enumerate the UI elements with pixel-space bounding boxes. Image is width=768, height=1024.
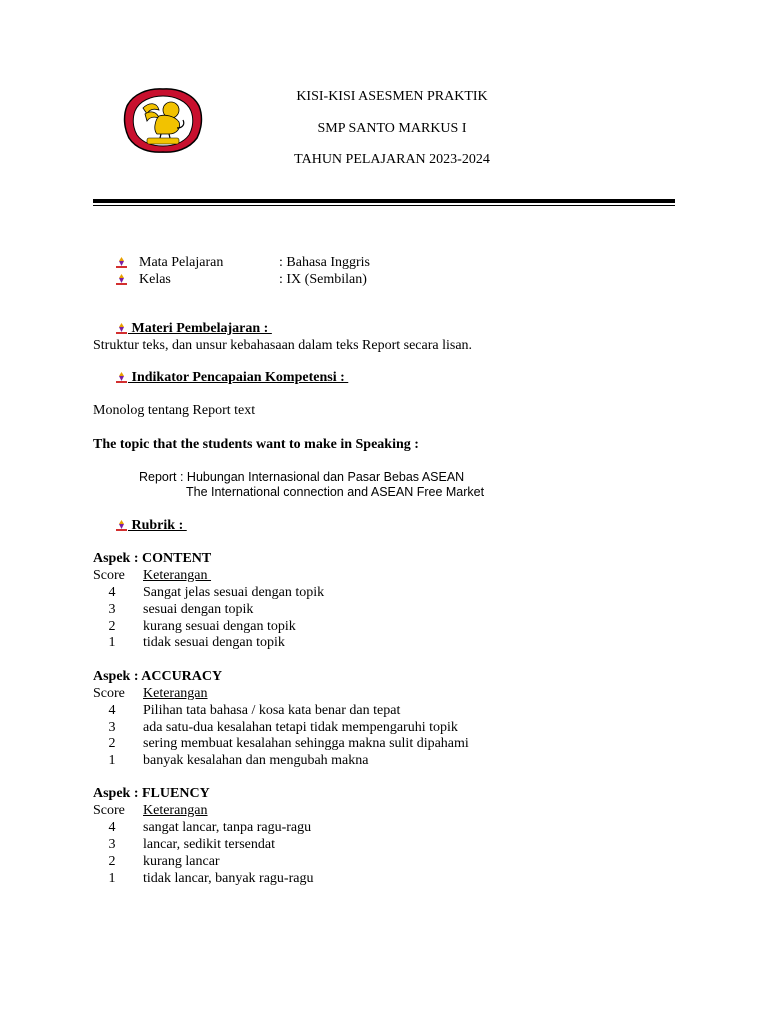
score-desc: kurang sesuai dengan topik (143, 619, 296, 634)
info-label: Mata Pelajaran (139, 255, 224, 270)
score-value: 3 (108, 720, 116, 735)
score-header: Score (93, 803, 125, 818)
score-value: 3 (108, 837, 116, 852)
score-value: 2 (108, 854, 116, 869)
materi-heading: Materi Pembelajaran : (128, 321, 272, 336)
title-line-1: KISI-KISI ASESMEN PRAKTIK (296, 89, 488, 104)
score-value: 3 (108, 602, 116, 617)
title-line-3: TAHUN PELAJARAN 2023-2024 (294, 152, 490, 167)
score-value: 1 (108, 635, 116, 650)
score-value: 1 (108, 871, 116, 886)
arrow-bullet-icon (116, 257, 127, 268)
report-line-2: The International connection and ASEAN Free Market (186, 485, 485, 499)
winged-lion-emblem-icon (123, 86, 203, 154)
score-value: 4 (108, 703, 116, 718)
info-value: : Bahasa Inggris (279, 255, 370, 270)
arrow-bullet-icon (116, 520, 127, 531)
score-desc: tidak sesuai dengan topik (143, 635, 285, 650)
score-header: Score (93, 568, 125, 583)
arrow-bullet-icon (116, 274, 127, 285)
topic-heading: The topic that the students want to make in Speaking : (93, 437, 419, 452)
score-desc: sesuai dengan topik (143, 602, 254, 617)
rubrik-heading: Rubrik : (128, 518, 187, 533)
desc-header: Keterangan (143, 803, 208, 818)
score-header: Score (93, 686, 125, 701)
score-value: 1 (108, 753, 116, 768)
info-label: Kelas (139, 272, 171, 287)
header-divider-thin (93, 205, 675, 206)
report-line-1: Report : Hubungan Internasional dan Pasar Bebas ASEAN (139, 470, 465, 484)
aspect-title: Aspek : FLUENCY (93, 786, 210, 801)
aspect-title: Aspek : ACCURACY (93, 669, 223, 684)
score-value: 2 (108, 736, 116, 751)
score-desc: kurang lancar (143, 854, 220, 869)
arrow-bullet-icon (116, 323, 127, 334)
score-desc: banyak kesalahan dan mengubah makna (143, 753, 369, 768)
indikator-heading: Indikator Pencapaian Kompetensi : (128, 370, 349, 385)
score-desc: ada satu-dua kesalahan tetapi tidak mempengaruhi topik (143, 720, 458, 735)
desc-header: Keterangan (143, 686, 208, 701)
score-desc: tidak lancar, banyak ragu-ragu (143, 871, 314, 886)
aspect-title: Aspek : CONTENT (93, 551, 212, 566)
title-line-2: SMP SANTO MARKUS I (317, 121, 467, 136)
score-desc: sangat lancar, tanpa ragu-ragu (143, 820, 312, 835)
score-desc: Sangat jelas sesuai dengan topik (143, 585, 325, 600)
desc-header: Keterangan (143, 568, 212, 583)
score-desc: Pilihan tata bahasa / kosa kata benar dan tepat (143, 703, 401, 718)
arrow-bullet-icon (116, 372, 127, 383)
score-desc: lancar, sedikit tersendat (143, 837, 275, 852)
materi-text: Struktur teks, dan unsur kebahasaan dalam teks Report secara lisan. (93, 338, 473, 353)
score-value: 4 (108, 585, 116, 600)
score-desc: sering membuat kesalahan sehingga makna sulit dipahami (143, 736, 469, 751)
score-value: 4 (108, 820, 116, 835)
school-logo (123, 86, 203, 154)
header-divider-thick (93, 199, 675, 203)
score-value: 2 (108, 619, 116, 634)
indikator-text: Monolog tentang Report text (93, 403, 256, 418)
info-value: : IX (Sembilan) (279, 272, 367, 287)
